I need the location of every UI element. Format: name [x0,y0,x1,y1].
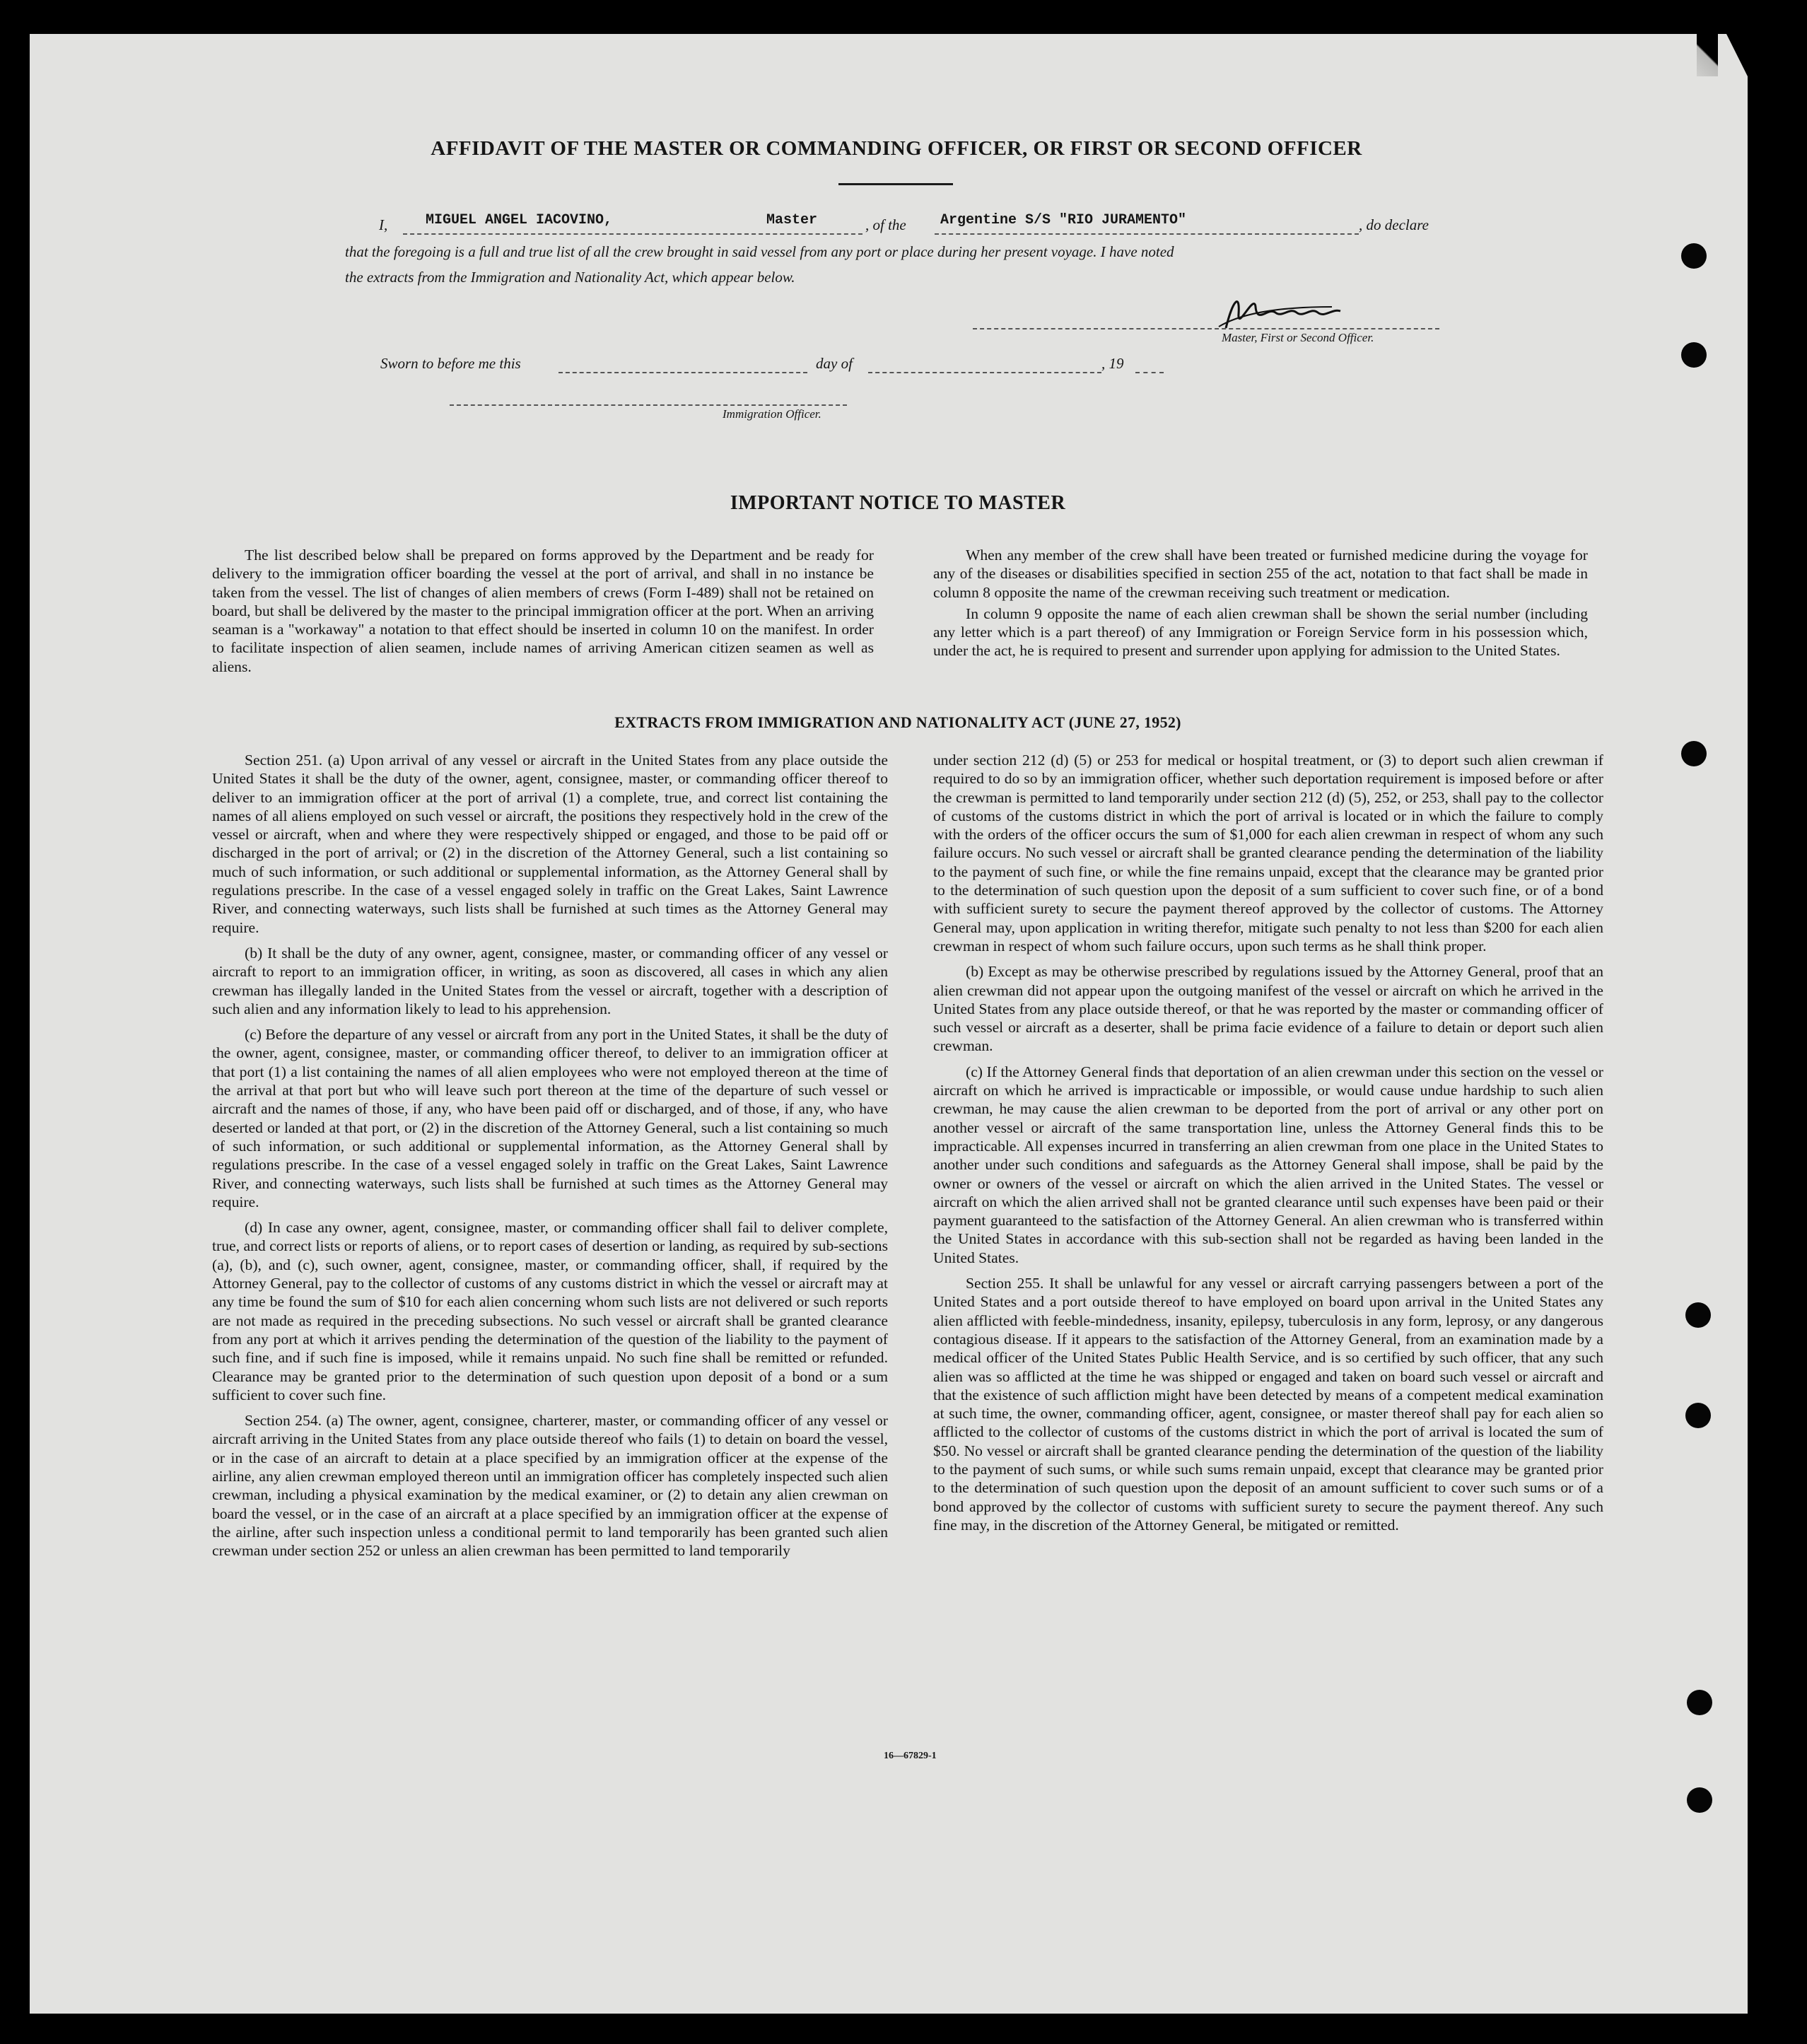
declaration-line-2: that the foregoing is a full and true list of all the crew brought in said vessel from any port or place during her present voyage. I have noted [345,243,1174,260]
sworn-month-field [868,356,1101,373]
of-the-label: , of the [865,216,906,233]
punch-hole [1685,1302,1711,1328]
punch-hole [1687,1787,1712,1813]
section-254-c: (c) If the Attorney General finds that deportation of an alien crewman under this section on the vessel or aircraft on which he arrived is impracticable or impossible, or would cause undue hardship to such alien crewman, he may cause the alien crewman to be deported from the port of arrival or any other port on another vessel or aircraft of the same transportation line, unless the Attorney General finds this to be impracticable. All expenses incurred in transferring an alien crewman from one place in the United States to another under such conditions and safeguards as the Attorney General shall impose, shall be paid by the owner or owners of the vessel or aircraft on which the alien arrived in the United States. The vessel or aircraft on which the alien arrived shall not be granted clearance until such expenses have been paid or their payment guaranteed to the satisfaction of the Attorney General. An alien crewman who is transferred within the United States in accordance with this sub-section shall not be regarded as having been landed in the United States. [933,1063,1603,1266]
notice-title: IMPORTANT NOTICE TO MASTER [730,492,1066,514]
immigration-officer-caption: Immigration Officer. [723,407,821,421]
section-255: Section 255. It shall be unlawful for any vessel or aircraft carrying passengers between a port of the United States and a port outside thereof to have employed on board upon arrival in the United States any alien afflicted with feeble-mindedness, insanity, epilepsy, tuberculosis in any form, leprosy, or any dangerous contagious disease. If it appears to the satisfaction of the Attorney General, from an examination made by a medical officer of the United States Public Health Service, and is so certified by such officer, that any such alien was so afflicted at the time he was shipped or engaged and taken on board such vessel or aircraft and that the existence of such affliction might have been detected by means of a competent medical examination at such time, the owner, commanding officer, agent, consignee, or master thereof shall pay for each alien so afflicted to the collector of customs of the customs district in which the port of arrival is located the sum of $50. No vessel or aircraft shall be granted clearance pending the determination of the question of the liability to the payment of such sums, or while such sums remain unpaid, except that clearance may be granted prior to the determination of such question upon the deposit of an amount sufficient to cover such sums or of a bond approved by the collector of customs with sufficient surety to secure the payment thereof. Any such fine may, in the discretion of the Attorney General, be mitigated or remitted. [933,1275,1603,1534]
officer-position: Master [766,212,818,228]
do-declare-label: , do declare [1359,216,1429,233]
immigration-officer-line [450,393,847,406]
year-field [1135,356,1164,373]
day-of-label: day of [816,355,853,372]
section-251-b: (b) It shall be the duty of any owner, agent, consignee, master, or commanding officer of any vessel or aircraft to report to an immigration officer, in writing, as soon as discovered, all cases in which any alien crewman has illegally landed in the United States from the vessel or aircraft, together with a description of such alien and any information likely to lead to his apprehension. [212,944,888,1017]
notice-right-column [933,546,1588,667]
officer-name: MIGUEL ANGEL IACOVINO, [426,212,613,228]
section-251-c: (c) Before the departure of any vessel or aircraft from any port in the United States, it shall be the duty of the owner, agent, consignee, master, or commanding officer thereof, to deliver to an immigration officer at that port (1) a list containing the names of all alien employees who were not employed thereon at the time of the arrival at that port but who will leave such port thereon at the time of the departure of such vessel or aircraft and the names of those, if any, who have been paid off or discharged, and of those, if any, who have deserted or landed at that port, or (2) in the discretion of the Attorney General, such a list containing so much of such information, or such additional or supplemental information, as the Attorney General shall by regulations prescribe. In the case of a vessel engaged solely in traffic on the Great Lakes, Saint Lawrence River, and connecting waterways, such lists shall be furnished at such times as the Attorney General may require. [212,1026,888,1210]
notice-left-column [212,546,874,683]
sworn-label: Sworn to before me this [380,355,521,372]
extracts-right-column [933,751,1603,1541]
extracts-title: EXTRACTS FROM IMMIGRATION AND NATIONALITY ACT (JUNE 27, 1952) [614,713,1181,731]
form-number: 16—67829-1 [884,1751,937,1761]
extracts-left-column [212,751,888,1567]
affidavit-title: AFFIDAVIT OF THE MASTER OR COMMANDING OFFICER, OR FIRST OR SECOND OFFICER [431,137,1362,160]
punch-hole [1681,741,1707,766]
folded-corner [1697,34,1718,76]
punch-hole [1687,1690,1712,1715]
section-254-b: (b) Except as may be otherwise prescribed by regulations issued by the Attorney General, proof that an alien crewman did not appear upon the outgoing manifest of the vessel or aircraft on which he arrived in the United States from any place outside thereof, or that he was reported by the master or commanding officer of such vessel or aircraft as a deserter, shall be prima facie evidence of a failure to detain or deport such alien crewman. [933,963,1603,1055]
punch-hole [1681,243,1707,269]
punch-hole [1685,1403,1711,1428]
section-254-a: Section 254. (a) The owner, agent, consignee, charterer, master, or commanding officer of any vessel or aircraft arriving in the United States from any place outside thereof who fails (1) to detain on board the vessel, or in the case of an aircraft to detain at a place specified by an immigration officer at the expense of the airline, any alien crewman employed thereon until an immigration officer has completely inspected such alien crewman, including a physical examination by the medical examiner, or (2) to detain any alien crewman on board the vessel, or in the case of an aircraft at a place specified by an immigration officer at the expense of the airline, after such inspection unless a conditional permit to land temporarily has been granted such alien crewman under section 252 or unless an alien crewman has been permitted to land temporarily [212,1412,888,1560]
punch-hole [1681,342,1707,368]
vessel-name: Argentine S/S "RIO JURAMENTO" [940,212,1187,228]
section-254-a-continued: under section 212 (d) (5) or 253 for medical or hospital treatment, or (3) to deport such alien crewman if required to do so by an immigration officer, whether such deportation requirement is imposed before or after the crewman is permitted to land temporarily under section 212 (d) (5), 252, or 253, shall pay to the collector of customs of the customs district in which the port of arrival is located or in which the failure to comply with the orders of the officer occurs the sum of $1,000 for each alien crewman in respect of whom any such failure occurs. No such vessel or aircraft shall be granted clearance pending the determination of the liability to the payment of such fine, or while the fine remains unpaid, except that the clearance may be granted prior to the determination of such question upon the deposit of a sum sufficient to cover such fine, or of a bond with sufficient surety to secure the payment thereof approved by the collector of customs. The Attorney General may, upon application in writing therefor, mitigate such penalty to not less than $200 for each alien crewman in respect of whom such failure occurs, upon such terms as he shall think proper. [933,752,1603,954]
section-251-d: (d) In case any owner, agent, consignee, master, or commanding officer shall fail to deliver complete, true, and correct lists or reports of aliens, or to report cases of desertion or landing, as required by sub-sections (a), (b), and (c), such owner, agent, consignee, master, or commanding officer, shall, if required by the Attorney General, pay to the collector of customs of any customs district in which the vessel or aircraft may at any time be found the sum of $10 for each alien concerning whom such lists are not delivered or such reports are not made as required in the preceding subsections. No such vessel or aircraft shall be granted clearance from any port at which it arrives pending the determination of the question of the liability to the payment of such fine, and if such fine is imposed, while it remains unpaid. No such fine shall be remitted or refunded. Clearance may be granted prior to the determination of such question upon deposit of a bond or a sum sufficient to cover such fine. [212,1219,888,1403]
notice-right-text-1: When any member of the crew shall have been treated or furnished medicine during the voyage for any of the diseases or disabilities specified in section 255 of the act, notation to that fact shall be made in column 8 opposite the name of the crewman receiving such treatment or medication. [933,547,1588,601]
sworn-day-field [559,356,807,373]
signature-caption: Master, First or Second Officer. [1222,331,1374,344]
section-251-a: Section 251. (a) Upon arrival of any vessel or aircraft in the United States from any place outside the United States it shall be the duty of the owner, agent, consignee, master, or commanding officer thereof to deliver to an immigration officer at the port of arrival (1) a complete, true, and correct list containing the names of all aliens employed on such vessel or aircraft, the positions they respectively hold in the crew of the vessel or aircraft, when and where they were respectively shipped or engaged, and those to be paid off or discharged in the port of arrival; or (2) in the discretion of the Attorney General, such a list containing so much of such information, or such additional or supplemental information, as the Attorney General shall by regulations prescribe. In the case of a vessel engaged solely in traffic on the Great Lakes, Saint Lawrence River, and connecting waterways, such lists shall be furnished at such times as the Attorney General may require. [212,752,888,936]
signature-line [973,317,1439,329]
pronoun: I, [379,216,388,233]
notice-right-text-2: In column 9 opposite the name of each alien crewman shall be shown the serial number (including any letter which is a part thereof) of any Immigration or Foreign Service form in his possession which, under the act, he is required to present and surrender upon applying for admission to the United States. [933,605,1588,660]
year-label: , 19 [1101,355,1124,372]
declaration-line-3: the extracts from the Immigration and Nationality Act, which appear below. [345,269,795,286]
notice-left-text: The list described below shall be prepared on forms approved by the Department and be ready for delivery to the immigration officer boarding the vessel at the port of arrival, and shall in no instance be taken from the vessel. The list of changes of alien members of crews (Form I-489) shall not be retained on board, but shall be delivered by the master to the principal immigration officer at the port. When an arriving seaman is a "workaway" a notation to that effect should be inserted in column 10 on the manifest. In order to facilitate inspection of alien seamen, include names of arriving American citizen seamen as well as aliens. [212,547,874,675]
title-rule [838,183,953,185]
